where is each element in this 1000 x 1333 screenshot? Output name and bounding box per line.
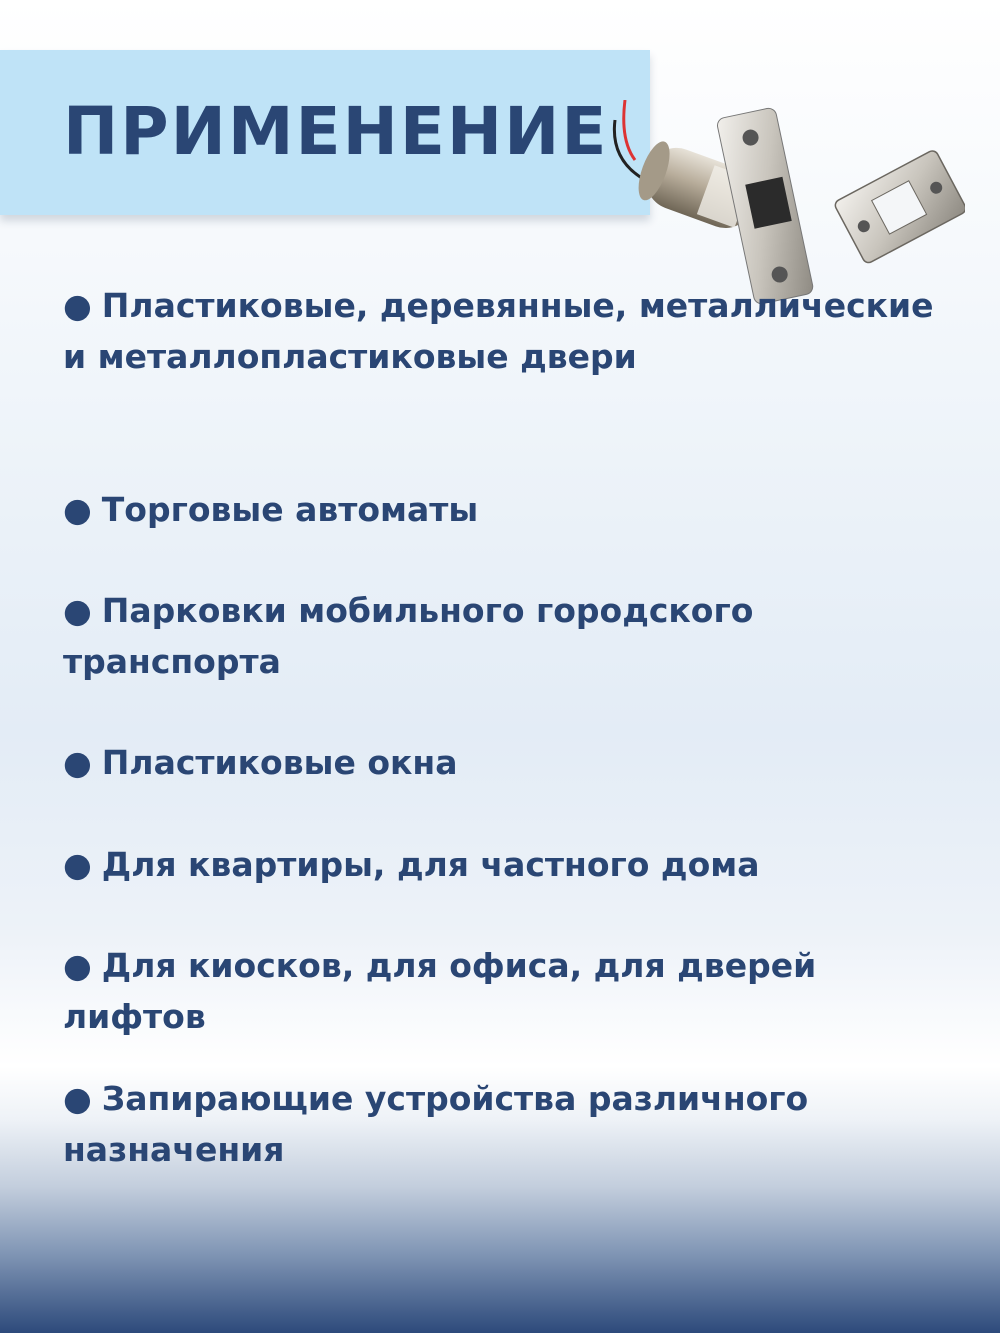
list-item: ● Пластиковые окна [63,737,943,788]
list-item: ● Торговые автоматы [63,484,943,535]
list-item: ● Для квартиры, для частного дома [63,839,943,890]
list-item: ● Для киосков, для офиса, для дверей лифтов [63,940,943,1042]
bullet-icon: ● [63,490,92,529]
bullet-icon: ● [63,845,92,884]
bullet-icon: ● [63,286,92,325]
bullet-icon: ● [63,946,92,985]
bullet-icon: ● [63,1079,92,1118]
bullet-icon: ● [63,743,92,782]
page-title: ПРИМЕНЕНИЕ [63,93,609,170]
bullet-icon: ● [63,591,92,630]
list-item: ● Парковки мобильного городского транспорта [63,585,943,687]
electromechanical-latch-lock-icon [605,100,965,310]
list-item: ● Запирающие устройства различного назначения [63,1073,943,1175]
list-item: ● Пластиковые, деревянные, металлические и металлопластиковые двери [63,280,943,382]
